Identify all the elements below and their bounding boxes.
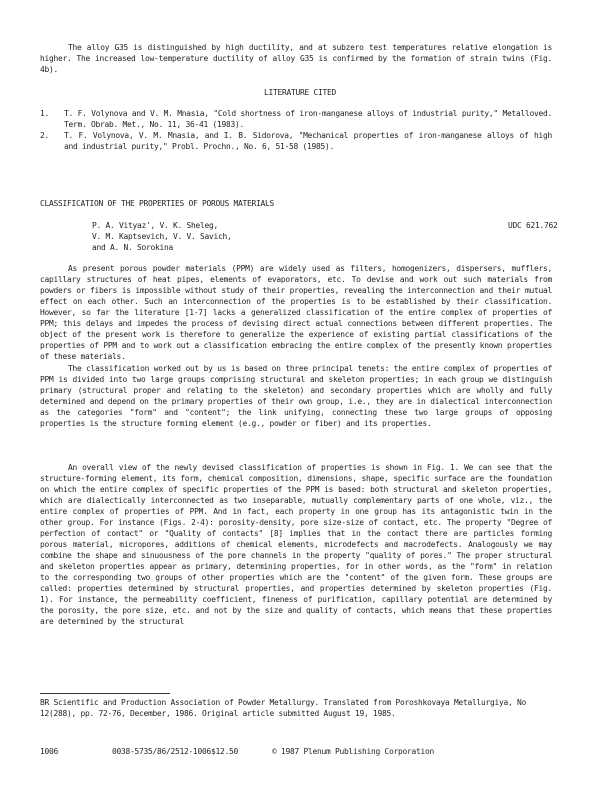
intro-paragraph: The alloy G35 is distinguished by high ductility, and at subzero test temperatures relative elongation is higher. The increased low-temperature ductility of alloy G35 is confirmed by the formation of strain twins (Fig. 4b).: [40, 43, 552, 74]
reference-number: 2.: [40, 131, 50, 140]
body-paragraph-1: As present porous powder materials (PPM) are widely used as filters, homogenizers, dispersers, mufflers, capillary structures of heat pipes, elements of evaporators, etc. To devise and work out such materials from powders or fibers is impossible without study of their properties, revealing the interconnection and their mutual effect on each other. Such an interconnection of the properties is to be established by their classification. However, so far the literature [1-7] lacks a generalized classification of the entire complex of properties of PPM; this delays and impedes the process of devising direct actual connections between different properties. The object of the present work is therefore to generalize the experience of existing partial classifications of the properties of PPM and to work out a classification embracing the entire complex of the presently known properties of these materials.: [40, 264, 552, 361]
issn-code: 0038-5735/86/2512-1006$12.50: [112, 747, 239, 756]
reference-number: 1.: [40, 109, 50, 118]
author-line: and A. N. Sorokina: [92, 243, 174, 252]
reference-1: [40, 108, 552, 130]
reference-text: T. F. Volynova, V. M. Mnasia, and I. B. Sidorova, "Mechanical properties of iron-manganese alloys of high and industrial purity," Probl. Prochn., No. 6, 51-58 (1985).: [64, 131, 552, 151]
page-number: 1006: [40, 747, 59, 756]
reference-text: T. F. Volynova and V. M. Mnasia, "Cold shortness of iron-manganese alloys of industrial purity," Metalloved. Term. Obrab. Met., No. 11, 36-41 (1983).: [64, 109, 552, 129]
footnote: BR Scientific and Production Association of Powder Metallurgy. Translated from Poroshkovaya Metallurgiya, No 12(288), pp. 72-76, December, 1986. Original article submitted August 19, 1985.: [40, 698, 527, 718]
footnote-rule: [40, 693, 170, 694]
author-list: [92, 220, 232, 253]
body-paragraph-2: The classification worked out by us is based on three principal tenets: the entire complex of properties of PPM is divided into two large groups comprising structural and skeleton properties; in each group we distinguish primary (structural proper and relating to the skeleton) and secondary properties which are wholly and fully determined and depend on the primary properties of their own group, i.e., they are in dialectical interconnection as the categories "form" and "content"; the link unifying, connecting these two large groups of opposing properties is the structure forming element (e.g., powder or fiber) and its properties.: [40, 364, 552, 428]
article-title: CLASSIFICATION OF THE PROPERTIES OF POROUS MATERIALS: [40, 199, 275, 208]
copyright-notice: © 1987 Plenum Publishing Corporation: [272, 747, 435, 756]
author-line: P. A. Vityaz', V. K. Sheleg,: [92, 221, 219, 230]
body-paragraph-3: An overall view of the newly devised classification of properties is shown in Fig. 1. We can see that the structure-forming element, its form, chemical composition, dimensions, shape, specific surface are the foundation on which the entire complex of specific properties of the PPM is based: both structural and skeleton properties, which are dialectically interconnected as two inseparable, mutually complementary parts of one whole, viz., the entire complex of properties of PPM. And in fact, each property in one group has its antagonistic twin in the other group. For instance (Figs. 2-4): porosity-density, pore size-size of contact, etc. The property "Degree of perfection of contact" or "Quality of contacts" [8] implies that in the contact there are particles forming porous material, micropores, additions of chemical elements, microdefects and macrodefects. Analogously we may combine the shape and sinuousness of the pore channels in the property "quality of pores." The proper structural and skeleton properties appear as primary, determining properties, for in other words, as the "form" in relation to the corresponding two groups of other properties which are the "content" of the given form. These groups are called: properties determined by structural properties, and properties determined by skeleton properties (Fig. 1). For instance, the permeability coefficient, fineness of purification, capillary potential are determined by the porosity, the pore size, etc. and not by the size and quality of contacts, which means that these properties are determined by the structural: [40, 463, 552, 626]
reference-2: [40, 130, 552, 152]
author-line: V. M. Kaptsevich, V. V. Savich,: [92, 232, 232, 241]
udc-code: UDC 621.762: [508, 221, 558, 230]
literature-cited-heading: LITERATURE CITED: [263, 88, 336, 97]
